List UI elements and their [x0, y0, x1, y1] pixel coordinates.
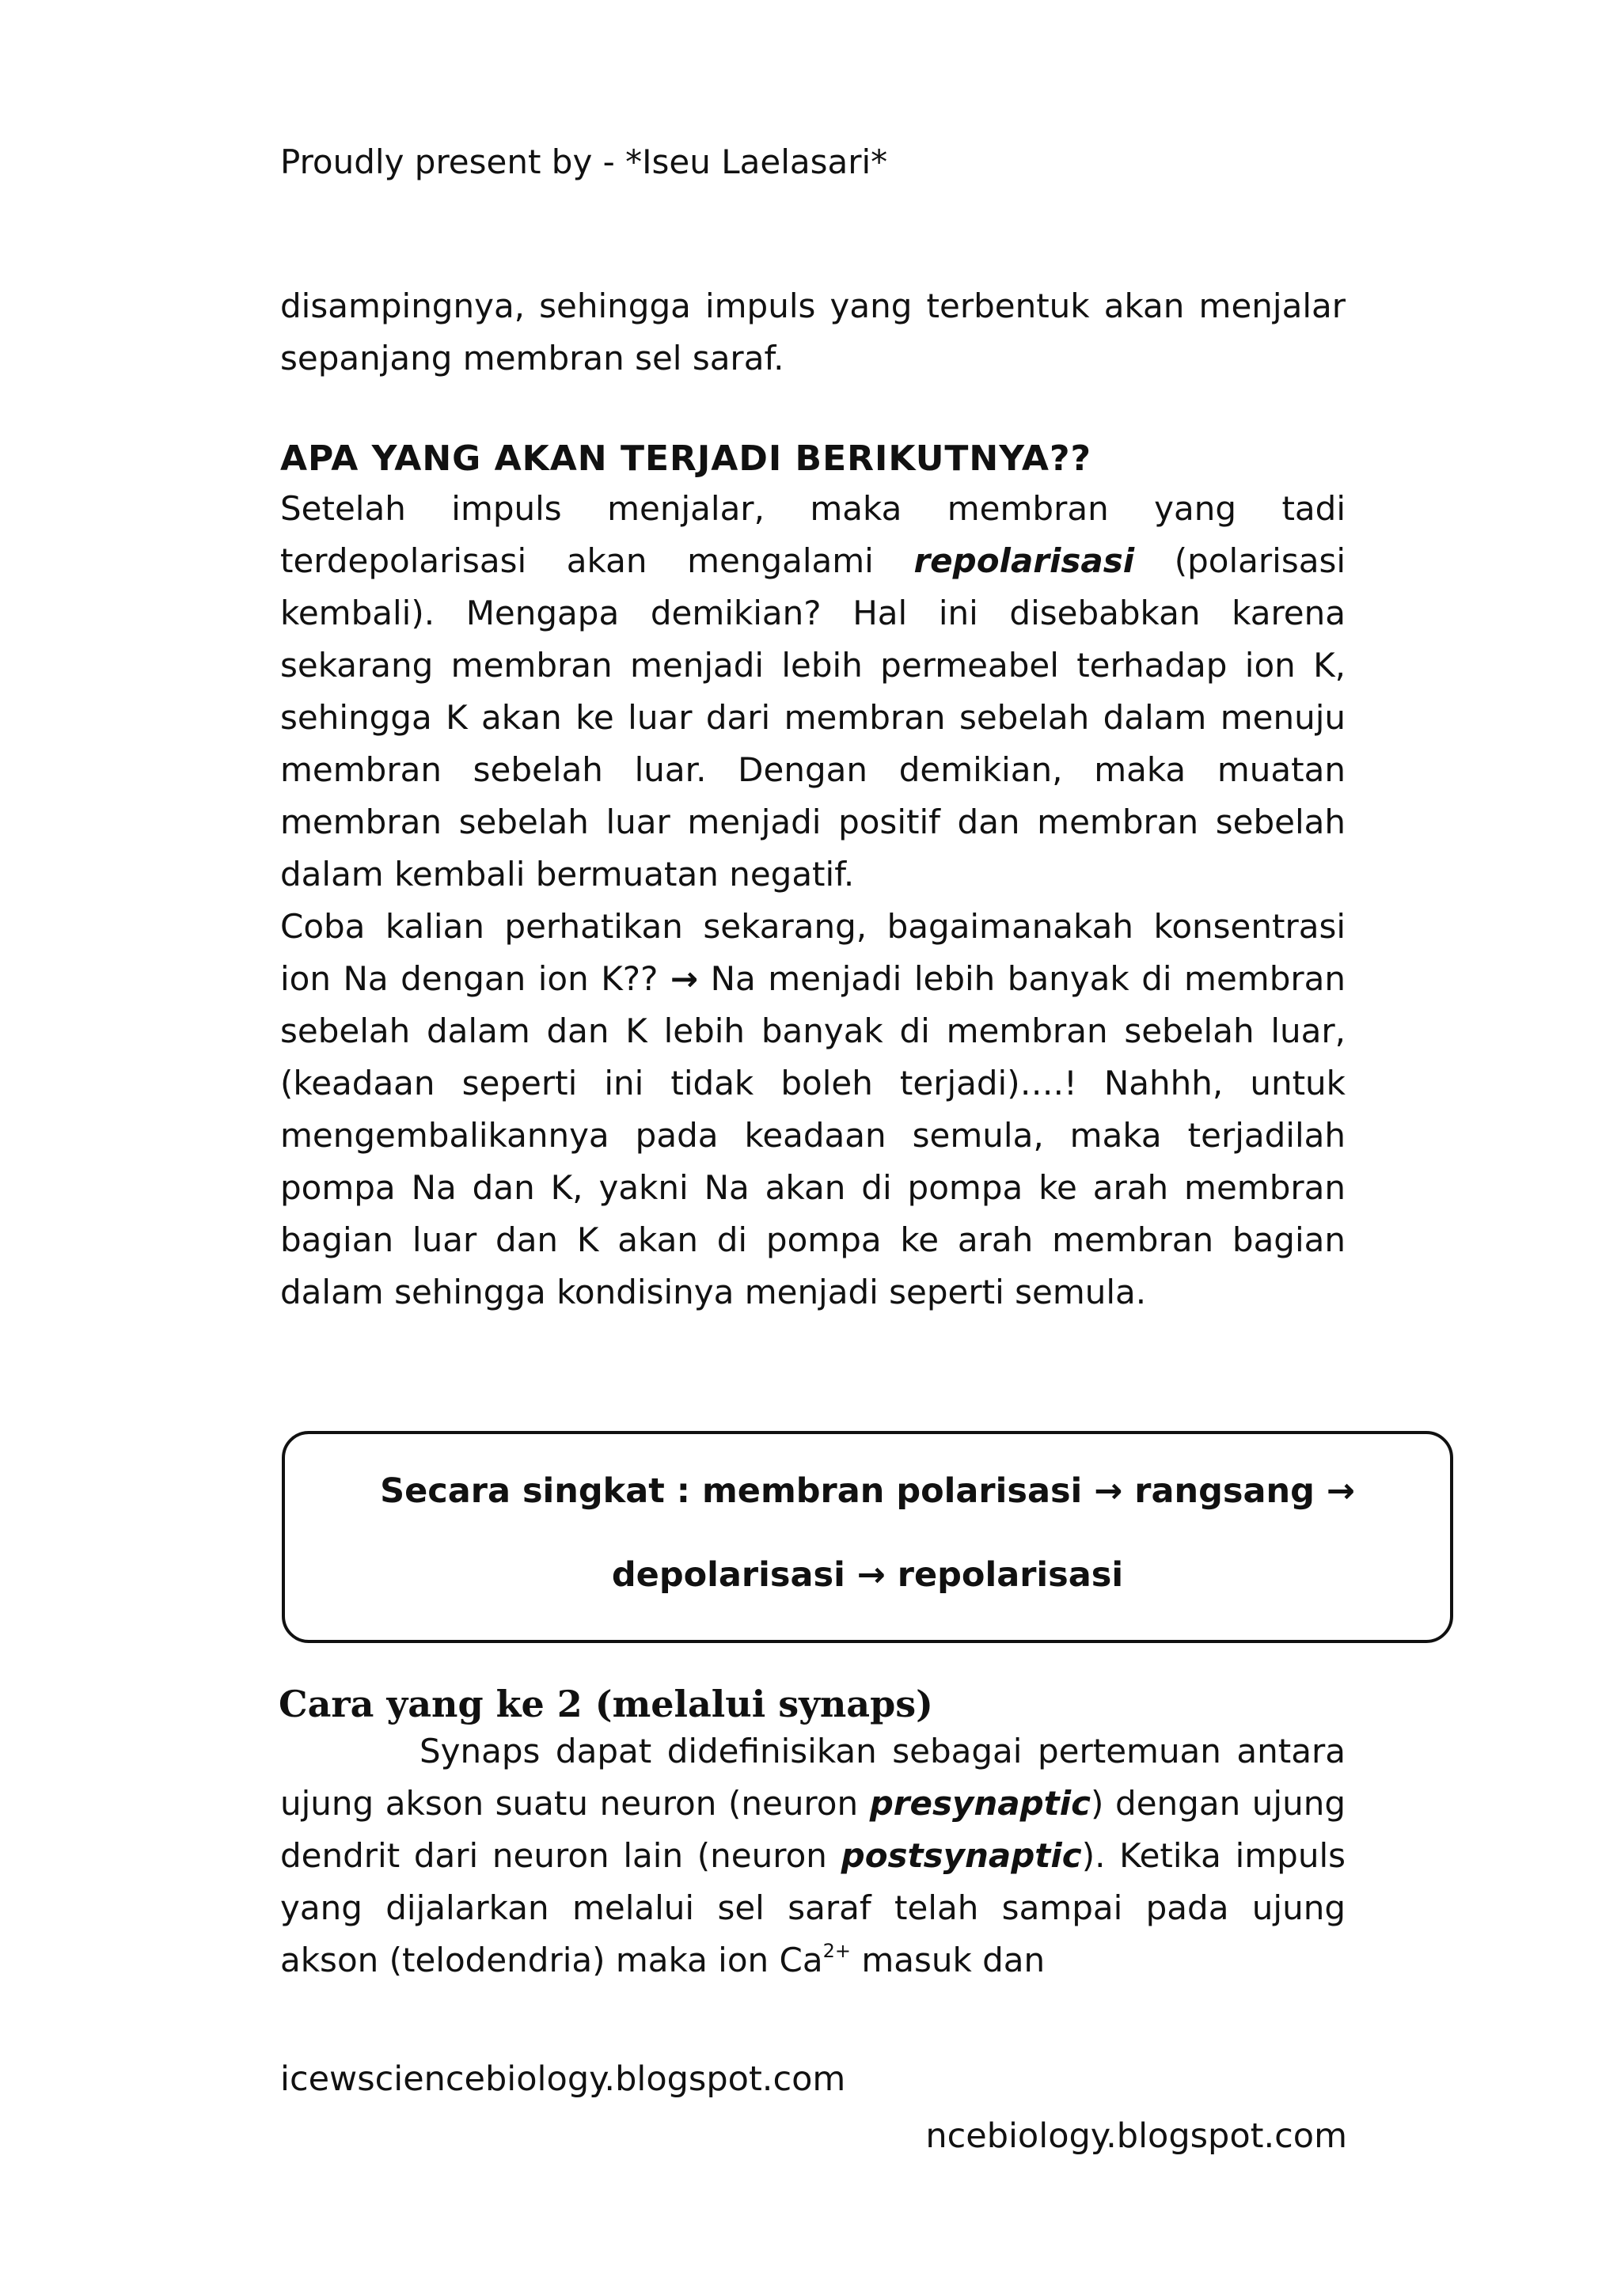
para1-before: Setelah impuls menjalar, maka membran yang tadi terdepolarisasi akan mengalami [280, 489, 1346, 580]
calcium-charge-superscript: 2+ [822, 1940, 851, 1962]
section-heading-1: APA YANG AKAN TERJADI BERIKUTNYA?? [280, 438, 1092, 479]
footer-site-1: icewsciencebiology.blogspot.com [280, 2059, 846, 2099]
page-header: Proudly present by - *Iseu Laelasari* [280, 142, 888, 181]
summary-line-2: depolarisasi → repolarisasi [611, 1555, 1124, 1595]
intro-text: disampingnya, sehingga impuls yang terbentuk akan menjalar sepanjang membran sel saraf. [280, 287, 1346, 378]
para2-before: Coba kalian perhatikan sekarang, bagaimanakah konsentrasi ion Na dengan ion K?? [280, 907, 1346, 998]
postsynaptic-term: postsynaptic [841, 1836, 1082, 1875]
synapse-text-3: ). Ketika impuls yang dijalarkan melalui sel saraf telah sampai pada ujung akson (telodendria) maka ion Ca [280, 1836, 1346, 1979]
summary-box [282, 1431, 1453, 1643]
repolarization-paragraph [280, 483, 1346, 901]
para2-after: Na menjadi lebih banyak di membran sebelah dalam dan K lebih banyak di membran sebelah luar, (keadaan seperti ini tidak boleh terjadi)….! Nahhh, untuk mengembalikannya pada keadaan semula, maka terjadilah pompa Na dan K, yakni Na akan di pompa ke arah membran bagian luar dan K akan di pompa ke arah membran bagian dalam sehingga kondisinya menjadi seperti semula. [280, 959, 1346, 1311]
synapse-text-4: masuk dan [850, 1941, 1046, 1979]
synapse-text-2: ) dengan ujung dendrit dari neuron lain (neuron [280, 1784, 1346, 1875]
para1-after: (polarisasi kembali). Mengapa demikian? Hal ini disebabkan karena sekarang membran menjadi lebih permeabel terhadap ion K, sehingga K akan ke luar dari membran sebelah dalam menuju membran sebelah luar. Dengan demikian, maka muatan membran sebelah luar menjadi positif dan membran sebelah dalam kembali bermuatan negatif. [280, 541, 1346, 894]
intro-paragraph [280, 280, 1346, 385]
presynaptic-term: presynaptic [869, 1784, 1091, 1823]
section-heading-2: Cara yang ke 2 (melalui synaps) [279, 1683, 933, 1725]
summary-line-1: Secara singkat : membran polarisasi → rangsang → [380, 1471, 1355, 1511]
section-1-body [280, 483, 1346, 1319]
section-2-body [280, 1725, 1346, 1987]
ion-pump-paragraph [280, 901, 1346, 1319]
synapse-paragraph [280, 1725, 1346, 1987]
repolarization-term: repolarisasi [913, 541, 1135, 580]
arrow-icon: → [670, 959, 699, 998]
synapse-text-1: Synaps dapat didefinisikan sebagai pertemuan antara ujung akson suatu neuron (neuron [280, 1732, 1346, 1823]
footer-site-2: ncebiology.blogspot.com [925, 2116, 1347, 2156]
